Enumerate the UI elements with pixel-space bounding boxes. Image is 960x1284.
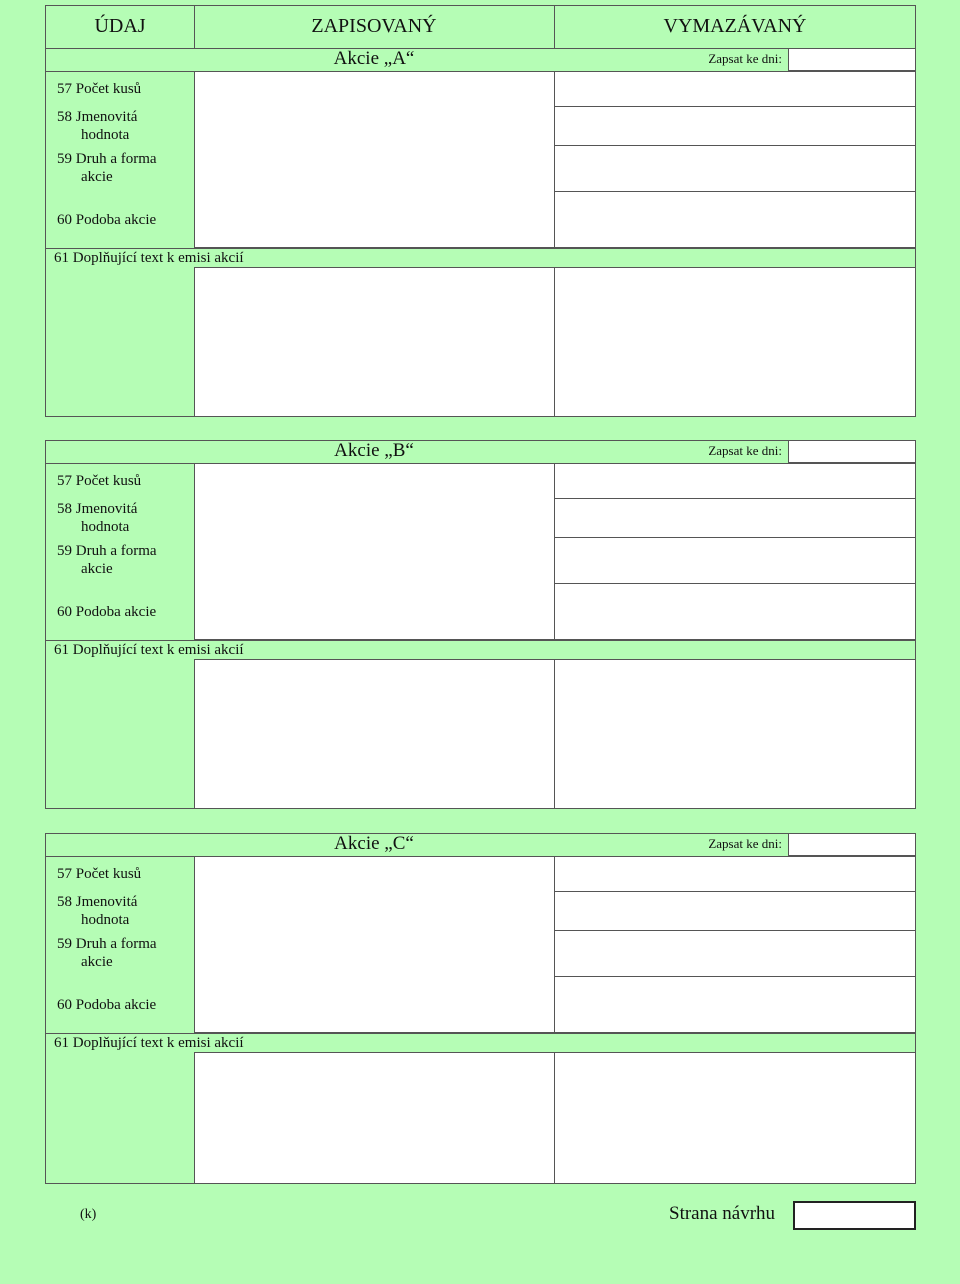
label-59-line1: 59 Druh a forma: [57, 936, 157, 952]
label-59: [57, 542, 157, 578]
label-58: [57, 108, 137, 144]
zapis-fields[interactable]: [194, 856, 555, 1033]
label-59: [57, 150, 157, 186]
vymaz-field-58[interactable]: [554, 106, 916, 146]
date-label: Zapsat ke dni:: [708, 51, 782, 66]
label-57: 57 Počet kusů: [57, 81, 142, 97]
label-58-line1: 58 Jmenovitá: [57, 894, 138, 910]
label-59: [57, 935, 157, 971]
vymaz-field-58[interactable]: [554, 891, 916, 931]
zapis-fields[interactable]: [194, 463, 555, 640]
zapis-text-61[interactable]: [194, 267, 555, 417]
vymaz-text-61[interactable]: [554, 1052, 916, 1184]
label-57: 57 Počet kusů: [57, 473, 142, 489]
vymaz-field-58[interactable]: [554, 498, 916, 538]
label-59-line2: akcie: [81, 954, 113, 970]
label-58-line2: hodnota: [81, 127, 130, 143]
date-input[interactable]: [788, 833, 916, 856]
label-58-line2: hodnota: [81, 519, 130, 535]
date-label: Zapsat ke dni:: [708, 443, 782, 458]
label-59-line2: akcie: [81, 561, 113, 577]
vymaz-field-60[interactable]: [554, 583, 916, 640]
label-58-line2: hodnota: [81, 912, 130, 928]
vymaz-field-60[interactable]: [554, 191, 916, 248]
label-59-line2: akcie: [81, 169, 113, 185]
section-title: Akcie „B“: [334, 440, 414, 461]
label-58: [57, 500, 137, 536]
section-title: Akcie „A“: [333, 48, 415, 69]
label-59-line1: 59 Druh a forma: [57, 543, 157, 559]
label-60: 60 Podoba akcie: [57, 604, 157, 620]
zapis-fields[interactable]: [194, 71, 555, 248]
vymaz-text-61[interactable]: [554, 267, 916, 417]
vymaz-field-59[interactable]: [554, 537, 916, 584]
vymaz-text-61[interactable]: [554, 659, 916, 809]
label-60: 60 Podoba akcie: [57, 212, 157, 228]
vymaz-field-57[interactable]: [554, 856, 916, 892]
vymaz-field-59[interactable]: [554, 930, 916, 977]
page-number-input[interactable]: [793, 1201, 916, 1230]
label-61: 61 Doplňující text k emisi akcií: [54, 642, 244, 658]
label-61: 61 Doplňující text k emisi akcií: [54, 250, 244, 266]
header-vymazavany: VYMAZÁVANÝ: [663, 15, 807, 37]
zapis-text-61[interactable]: [194, 659, 555, 809]
label-57: 57 Počet kusů: [57, 866, 142, 882]
vymaz-field-59[interactable]: [554, 145, 916, 192]
header-zapisovany: ZAPISOVANÝ: [311, 15, 437, 37]
section-title: Akcie „C“: [334, 833, 414, 854]
date-label: Zapsat ke dni:: [708, 836, 782, 851]
vymaz-field-57[interactable]: [554, 463, 916, 499]
label-59-line1: 59 Druh a forma: [57, 151, 157, 167]
label-58-line1: 58 Jmenovitá: [57, 501, 138, 517]
label-60: 60 Podoba akcie: [57, 997, 157, 1013]
footer-mark: (k): [80, 1207, 97, 1222]
header-udaj: ÚDAJ: [94, 15, 146, 37]
label-58: [57, 893, 137, 929]
vymaz-field-57[interactable]: [554, 71, 916, 107]
zapis-text-61[interactable]: [194, 1052, 555, 1184]
date-input[interactable]: [788, 440, 916, 463]
label-58-line1: 58 Jmenovitá: [57, 109, 138, 125]
date-input[interactable]: [788, 48, 916, 71]
page-number-label: Strana návrhu: [669, 1203, 776, 1224]
label-61: 61 Doplňující text k emisi akcií: [54, 1035, 244, 1051]
vymaz-field-60[interactable]: [554, 976, 916, 1033]
